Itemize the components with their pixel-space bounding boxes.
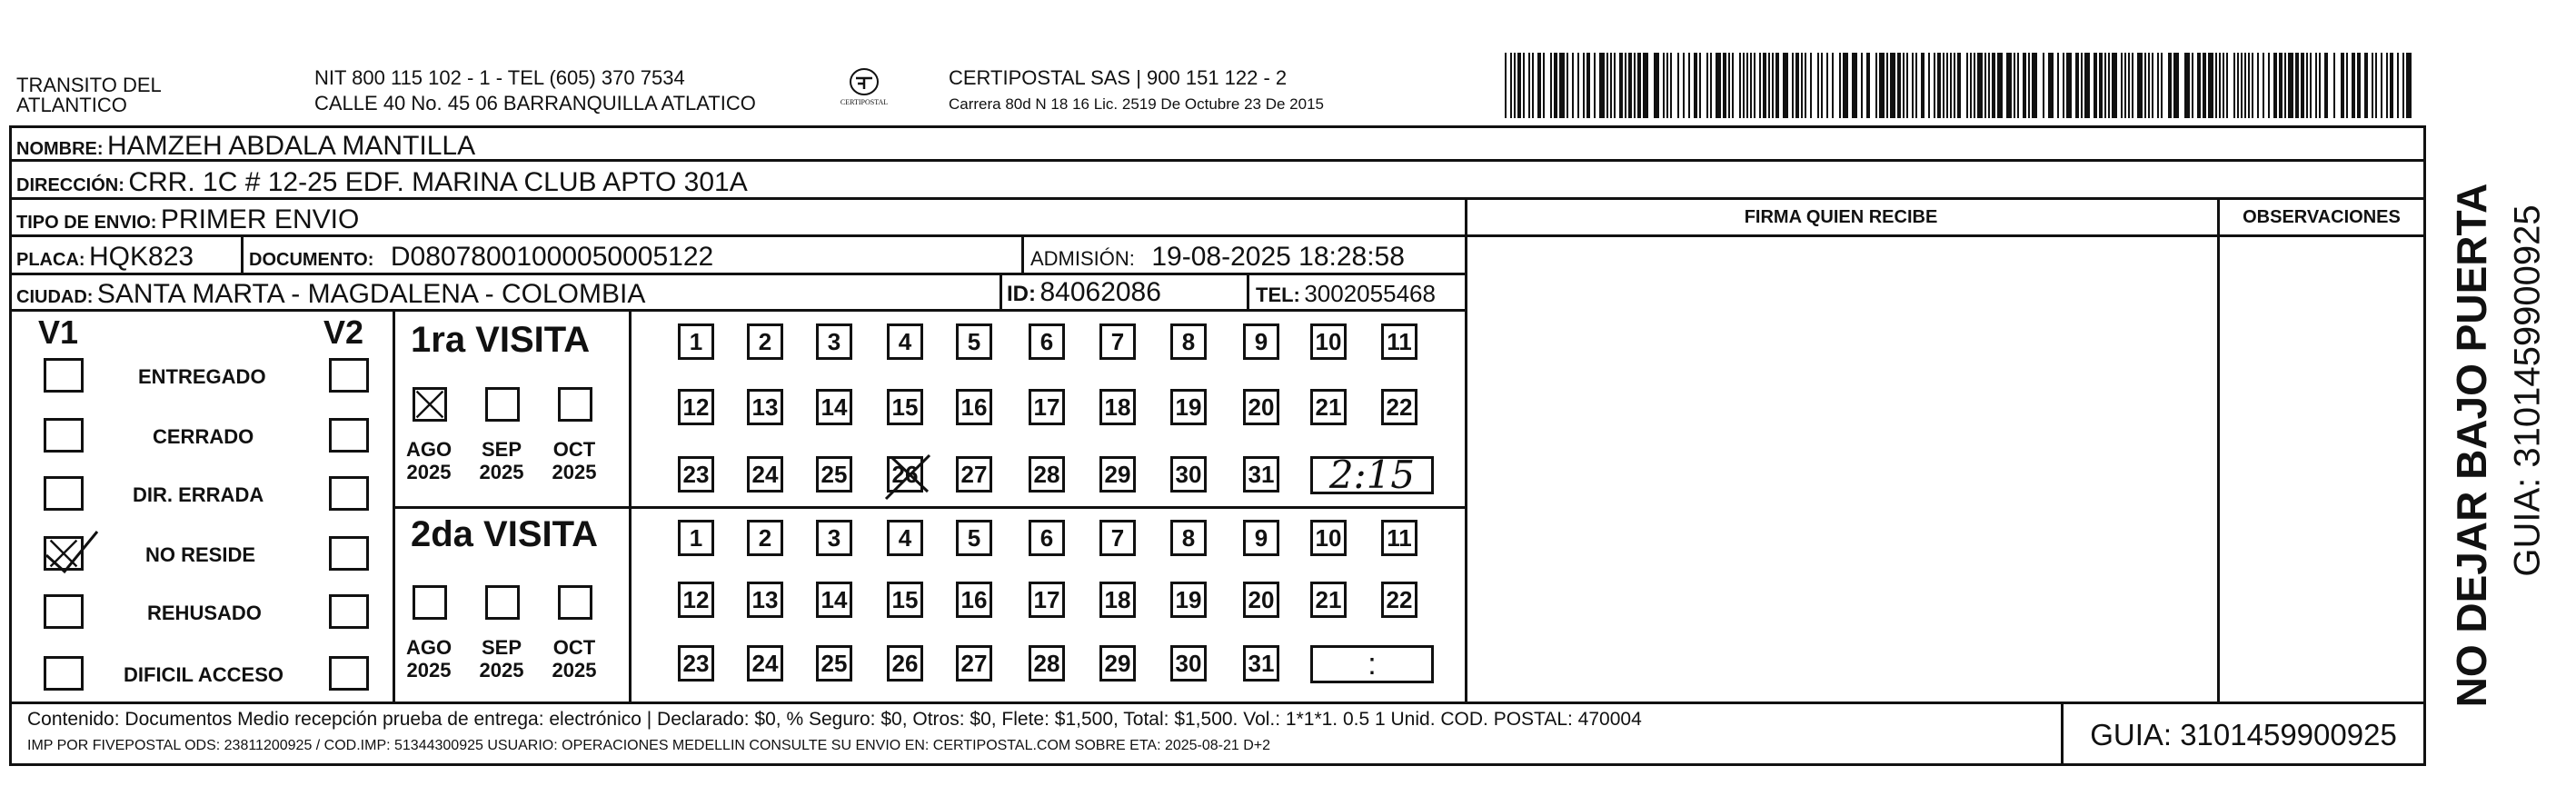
v1-checkbox[interactable] [44, 358, 84, 393]
month-name: SEP [481, 438, 522, 461]
day-box[interactable]: 8 [1170, 323, 1207, 360]
v2-checkbox[interactable] [329, 476, 369, 511]
v1-label: V1 [38, 313, 79, 351]
month-label [403, 636, 454, 682]
side-warning: NO DEJAR BAJO PUERTA [2448, 183, 2495, 708]
month-year: 2025 [406, 659, 452, 682]
day-box[interactable]: 3 [816, 323, 852, 360]
day-box[interactable]: 26 [887, 456, 923, 493]
day-box[interactable]: 19 [1170, 582, 1207, 618]
observaciones-header: OBSERVACIONES [2243, 207, 2401, 227]
direccion-field [16, 167, 748, 198]
day-box[interactable]: 25 [816, 456, 852, 493]
day-box[interactable]: 20 [1243, 389, 1279, 425]
v1-checkbox[interactable] [44, 656, 84, 691]
sender-address: CALLE 40 No. 45 06 BARRANQUILLA ATLATICO [314, 92, 756, 114]
day-box[interactable]: 17 [1029, 582, 1065, 618]
day-box[interactable]: 7 [1099, 323, 1136, 360]
direccion-label: DIRECCIÓN: [16, 175, 124, 195]
v2-checkbox[interactable] [329, 418, 369, 453]
time-box[interactable] [1310, 645, 1434, 683]
day-box[interactable]: 9 [1243, 520, 1279, 556]
nombre-label: NOMBRE: [16, 139, 104, 159]
status-label: CERRADO [153, 425, 254, 448]
time-value: : [1368, 647, 1377, 682]
status-label: REHUSADO [147, 602, 262, 624]
direccion-value: CRR. 1C # 12-25 EDF. MARINA CLUB APTO 301A [128, 167, 748, 197]
visit2-title: 2da VISITA [411, 514, 598, 554]
day-box[interactable]: 10 [1310, 323, 1347, 360]
day-box[interactable]: 22 [1381, 389, 1417, 425]
id-label: ID: [1007, 282, 1036, 306]
sender-line1: TRANSITO DEL [16, 74, 162, 96]
carrier-license: Carrera 80d N 18 16 Lic. 2519 De Octubre 23 De 2015 [949, 95, 1324, 113]
day-box[interactable]: 10 [1310, 520, 1347, 556]
ciudad-value: SANTA MARTA - MAGDALENA - COLOMBIA [96, 279, 646, 309]
footer-contenido: Contenido: Documentos Medio recepción prueba de entrega: electrónico | Declarado: $0, % Seguro: $0, Otros: $0, Flete: $1,500, Total: $1,500. Vol.: 1*1*1. 0.5 1 Unid. COD. POSTAL: 470004 [27, 709, 1642, 730]
day-box[interactable]: 27 [956, 456, 992, 493]
day-box[interactable]: 23 [678, 456, 714, 493]
day-box[interactable]: 14 [816, 582, 852, 618]
day-box[interactable]: 28 [1029, 456, 1065, 493]
id-value: 84062086 [1039, 277, 1161, 307]
day-box[interactable]: 20 [1243, 582, 1279, 618]
day-box[interactable]: 12 [678, 389, 714, 425]
tipo-label: TIPO DE ENVIO: [16, 213, 157, 233]
admision-field [1030, 242, 1405, 273]
day-box[interactable]: 22 [1381, 582, 1417, 618]
day-box[interactable]: 4 [887, 323, 923, 360]
day-box[interactable]: 24 [747, 645, 783, 682]
ciudad-label: CIUDAD: [16, 287, 94, 307]
month-year: 2025 [479, 461, 524, 483]
day-box[interactable]: 1 [678, 520, 714, 556]
month-checkbox[interactable] [558, 585, 592, 620]
day-box[interactable]: 27 [956, 645, 992, 682]
footer-guia: GUIA: 3101459900925 [2090, 718, 2397, 751]
day-box[interactable]: 13 [747, 582, 783, 618]
documento-field [249, 242, 713, 273]
status-label: DIFICIL ACCESO [124, 663, 284, 686]
month-year: 2025 [552, 659, 597, 682]
month-year: 2025 [552, 461, 597, 483]
day-box[interactable]: 31 [1243, 456, 1279, 493]
visit1-title: 1ra VISITA [411, 320, 591, 360]
footer-imp: IMP POR FIVEPOSTAL ODS: 23811200925 / COD.IMP: 51344300925 USUARIO: OPERACIONES MEDELLIN CONSULTE SU ENVIO EN: CERTIPOSTAL.COM SOBRE ETA: 2025-08-21 D+2 [27, 738, 1271, 753]
placa-field [16, 242, 194, 273]
day-box[interactable]: 6 [1029, 323, 1065, 360]
v2-checkbox[interactable] [329, 536, 369, 571]
month-label [549, 636, 600, 682]
id-field [1007, 277, 1161, 308]
day-box[interactable]: 24 [747, 456, 783, 493]
day-box[interactable]: 26 [887, 645, 923, 682]
day-box[interactable]: 6 [1029, 520, 1065, 556]
v1-checkbox[interactable] [44, 476, 84, 511]
day-box[interactable]: 1 [678, 323, 714, 360]
day-box[interactable]: 30 [1170, 645, 1207, 682]
status-label: DIR. ERRADA [133, 483, 264, 506]
month-checkbox[interactable] [485, 585, 520, 620]
day-box[interactable]: 25 [816, 645, 852, 682]
v1-checkbox[interactable] [44, 536, 84, 571]
day-box[interactable]: 5 [956, 323, 992, 360]
day-box[interactable]: 8 [1170, 520, 1207, 556]
nombre-field [16, 131, 475, 162]
sender-line2: ATLANTICO [16, 94, 127, 116]
day-box[interactable]: 2 [747, 520, 783, 556]
tipo-field [16, 204, 359, 235]
day-box[interactable]: 21 [1310, 389, 1347, 425]
month-label [476, 636, 527, 682]
tel-value: 3002055468 [1304, 280, 1436, 307]
nombre-value: HAMZEH ABDALA MANTILLA [107, 131, 476, 161]
v2-checkbox[interactable] [329, 656, 369, 691]
ciudad-field [16, 279, 645, 310]
v2-label: V2 [323, 313, 364, 351]
month-name: SEP [481, 636, 522, 659]
day-box[interactable]: 16 [956, 582, 992, 618]
admision-value: 19-08-2025 18:28:58 [1151, 242, 1405, 272]
month-label [476, 438, 527, 483]
tel-field [1256, 280, 1436, 308]
day-box[interactable]: 4 [887, 520, 923, 556]
v1-checkbox[interactable] [44, 594, 84, 629]
month-year: 2025 [479, 659, 524, 682]
day-box[interactable]: 13 [747, 389, 783, 425]
day-box[interactable]: 15 [887, 582, 923, 618]
day-box[interactable]: 31 [1243, 645, 1279, 682]
firma-header: FIRMA QUIEN RECIBE [1744, 207, 1938, 227]
month-label [403, 438, 454, 483]
day-box[interactable]: 7 [1099, 520, 1136, 556]
day-box[interactable]: 9 [1243, 323, 1279, 360]
day-box[interactable]: 14 [816, 389, 852, 425]
documento-label: DOCUMENTO: [249, 250, 374, 270]
placa-label: PLACA: [16, 250, 85, 270]
day-box[interactable]: 17 [1029, 389, 1065, 425]
placa-value: HQK823 [89, 242, 194, 272]
month-checkbox[interactable] [413, 585, 447, 620]
day-box[interactable]: 21 [1310, 582, 1347, 618]
v1-checkbox[interactable] [44, 418, 84, 453]
day-box[interactable]: 30 [1170, 456, 1207, 493]
day-box[interactable]: 2 [747, 323, 783, 360]
side-guia: GUIA: 3101459900925 [2507, 204, 2548, 577]
month-checkbox[interactable] [485, 387, 520, 422]
day-box[interactable]: 5 [956, 520, 992, 556]
tel-label: TEL: [1256, 284, 1300, 306]
day-box[interactable]: 29 [1099, 645, 1136, 682]
barcode-icon [1505, 53, 2413, 118]
time-box[interactable] [1310, 453, 1434, 497]
documento-value: D08078001000050005122 [390, 242, 714, 272]
certipostal-logo-icon [834, 64, 894, 114]
month-year: 2025 [406, 461, 452, 483]
day-box[interactable]: 18 [1099, 582, 1136, 618]
day-box[interactable]: 11 [1381, 323, 1417, 360]
day-box[interactable]: 11 [1381, 520, 1417, 556]
day-box[interactable]: 19 [1170, 389, 1207, 425]
day-box[interactable]: 12 [678, 582, 714, 618]
admision-label: ADMISIÓN: [1030, 247, 1135, 270]
month-label [549, 438, 600, 483]
month-name: AGO [405, 438, 453, 461]
tipo-value: PRIMER ENVIO [160, 204, 360, 234]
month-checkbox[interactable] [558, 387, 592, 422]
sender-nit: NIT 800 115 102 - 1 - TEL (605) 370 7534 [314, 66, 685, 89]
day-box[interactable]: 23 [678, 645, 714, 682]
day-box[interactable]: 3 [816, 520, 852, 556]
month-name: AGO [405, 636, 453, 659]
status-label: ENTREGADO [138, 365, 266, 388]
day-box[interactable]: 16 [956, 389, 992, 425]
day-box[interactable]: 28 [1029, 645, 1065, 682]
v2-checkbox[interactable] [329, 594, 369, 629]
time-value: 2:15 [1328, 453, 1416, 497]
month-checkbox[interactable] [413, 387, 447, 422]
logo-text: CERTIPOSTAL [840, 98, 889, 106]
v2-checkbox[interactable] [329, 358, 369, 393]
month-name: OCT [552, 636, 596, 659]
day-box[interactable]: 18 [1099, 389, 1136, 425]
month-name: OCT [552, 438, 596, 461]
day-box[interactable]: 15 [887, 389, 923, 425]
status-label: NO RESIDE [145, 543, 256, 566]
day-box[interactable]: 29 [1099, 456, 1136, 493]
carrier-name: CERTIPOSTAL SAS | 900 151 122 - 2 [949, 66, 1288, 89]
